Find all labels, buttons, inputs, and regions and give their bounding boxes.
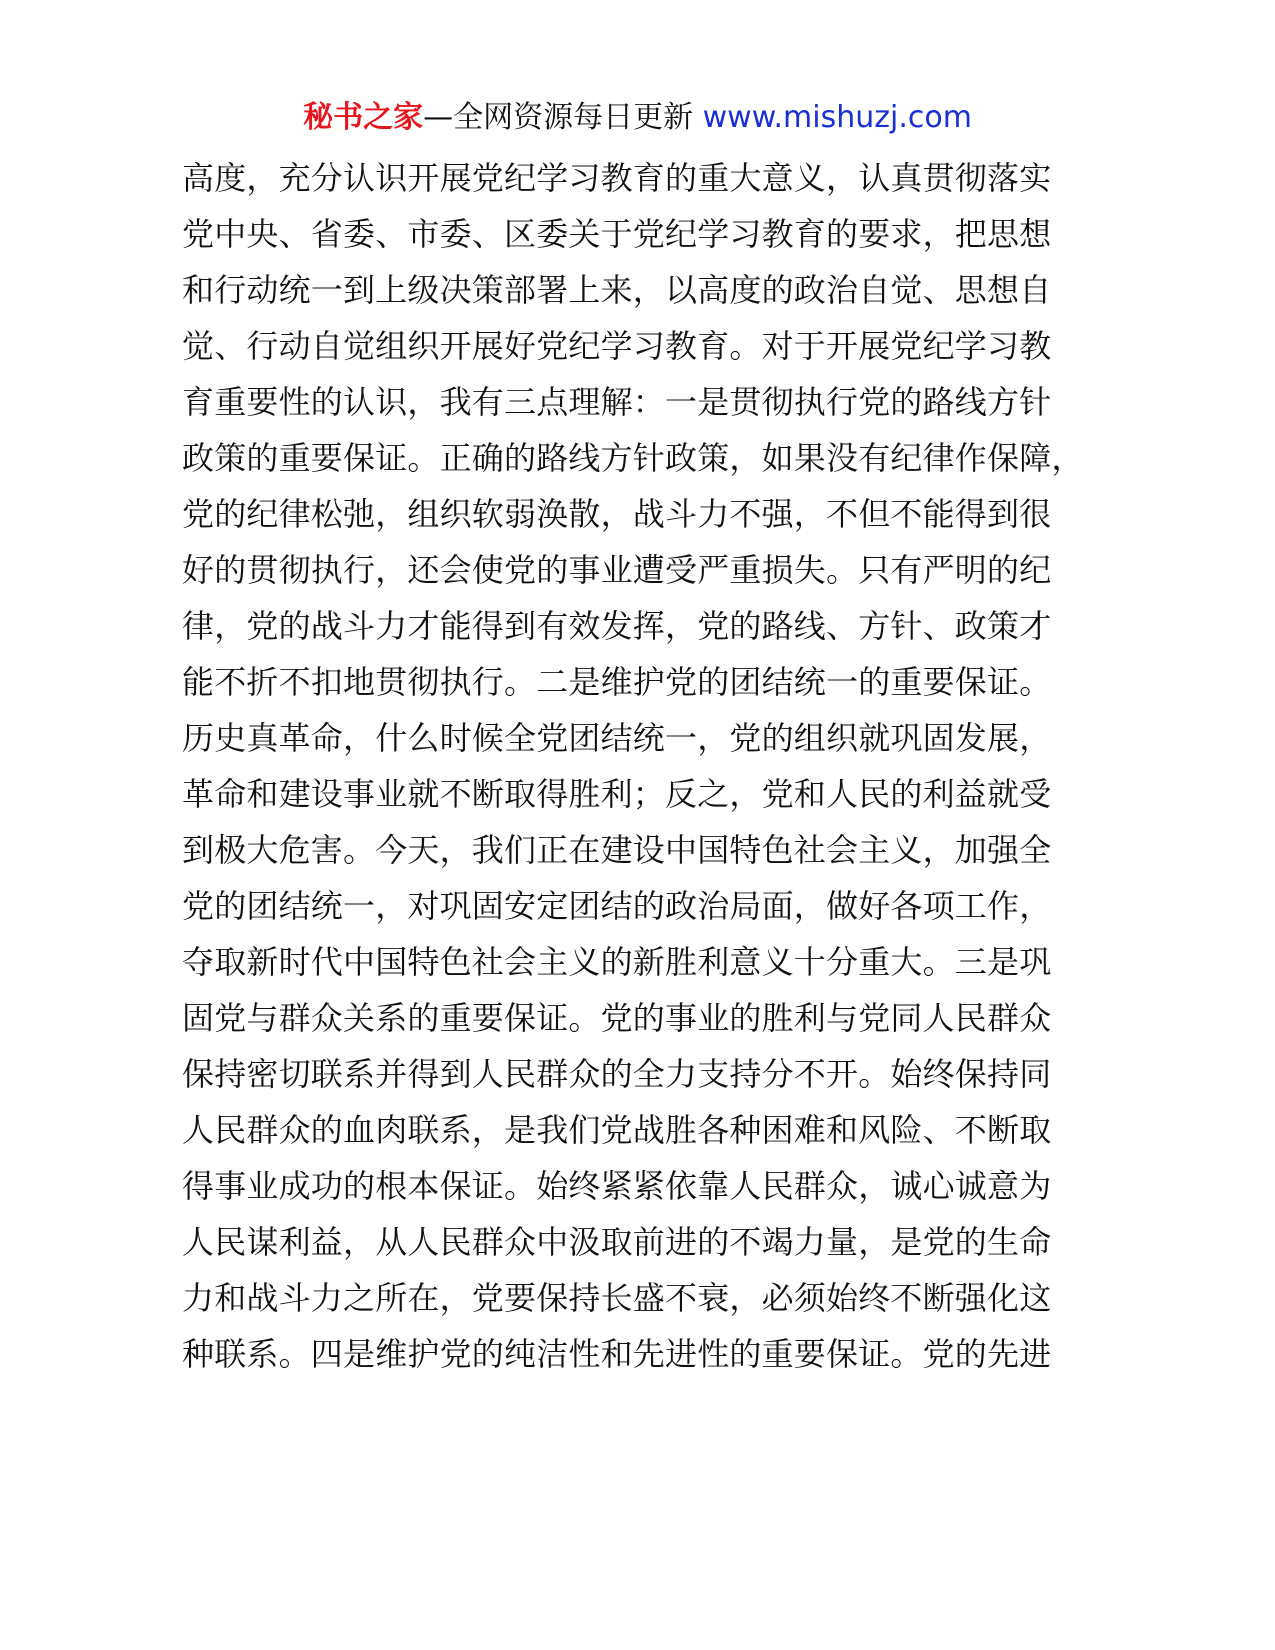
text-line: 觉、行动自觉组织开展好党纪学习教育。对于开展党纪学习教 xyxy=(182,327,1052,365)
text-line: 党中央、省委、市委、区委关于党纪学习教育的要求，把思想 xyxy=(182,215,1052,253)
text-line: 政策的重要保证。正确的路线方针政策，如果没有纪律作保障， xyxy=(182,439,1084,477)
text-line: 到极大危害。今天，我们正在建设中国特色社会主义，加强全 xyxy=(182,831,1052,869)
text-line: 人民群众的血肉联系，是我们党战胜各种困难和风险、不断取 xyxy=(182,1111,1052,1149)
header-tagline: —全网资源每日更新 xyxy=(423,100,703,135)
text-line: 党的纪律松弛，组织软弱涣散，战斗力不强，不但不能得到很 xyxy=(182,495,1052,533)
text-line: 保持密切联系并得到人民群众的全力支持分不开。始终保持同 xyxy=(182,1055,1052,1093)
text-line: 固党与群众关系的重要保证。党的事业的胜利与党同人民群众 xyxy=(182,999,1052,1037)
text-line: 力和战斗力之所在，党要保持长盛不衰，必须始终不断强化这 xyxy=(182,1279,1052,1317)
text-line: 人民谋利益，从人民群众中汲取前进的不竭力量，是党的生命 xyxy=(182,1223,1052,1261)
text-line: 好的贯彻执行，还会使党的事业遭受严重损失。只有严明的纪 xyxy=(182,551,1052,589)
text-line: 能不折不扣地贯彻执行。二是维护党的团结统一的重要保证。 xyxy=(182,663,1052,701)
text-line: 律，党的战斗力才能得到有效发挥，党的路线、方针、政策才 xyxy=(182,607,1052,645)
text-line: 得事业成功的根本保证。始终紧紧依靠人民群众，诚心诚意为 xyxy=(182,1167,1052,1205)
website-link[interactable]: www.mishuzj.com xyxy=(702,100,972,135)
document-body xyxy=(182,150,1182,1382)
text-line: 种联系。四是维护党的纯洁性和先进性的重要保证。党的先进 xyxy=(182,1335,1052,1373)
text-line: 夺取新时代中国特色社会主义的新胜利意义十分重大。三是巩 xyxy=(182,943,1052,981)
brand-name: 秘书之家 xyxy=(303,100,424,135)
text-line: 育重要性的认识，我有三点理解：一是贯彻执行党的路线方针 xyxy=(182,383,1052,421)
text-line: 革命和建设事业就不断取得胜利；反之，党和人民的利益就受 xyxy=(182,775,1052,813)
text-line: 高度，充分认识开展党纪学习教育的重大意义，认真贯彻落实 xyxy=(182,159,1052,197)
page-header xyxy=(0,96,1275,140)
text-line: 党的团结统一，对巩固安定团结的政治局面，做好各项工作， xyxy=(182,887,1052,925)
text-line: 历史真革命，什么时候全党团结统一，党的组织就巩固发展， xyxy=(182,719,1052,757)
text-line: 和行动统一到上级决策部署上来，以高度的政治自觉、思想自 xyxy=(182,271,1052,309)
